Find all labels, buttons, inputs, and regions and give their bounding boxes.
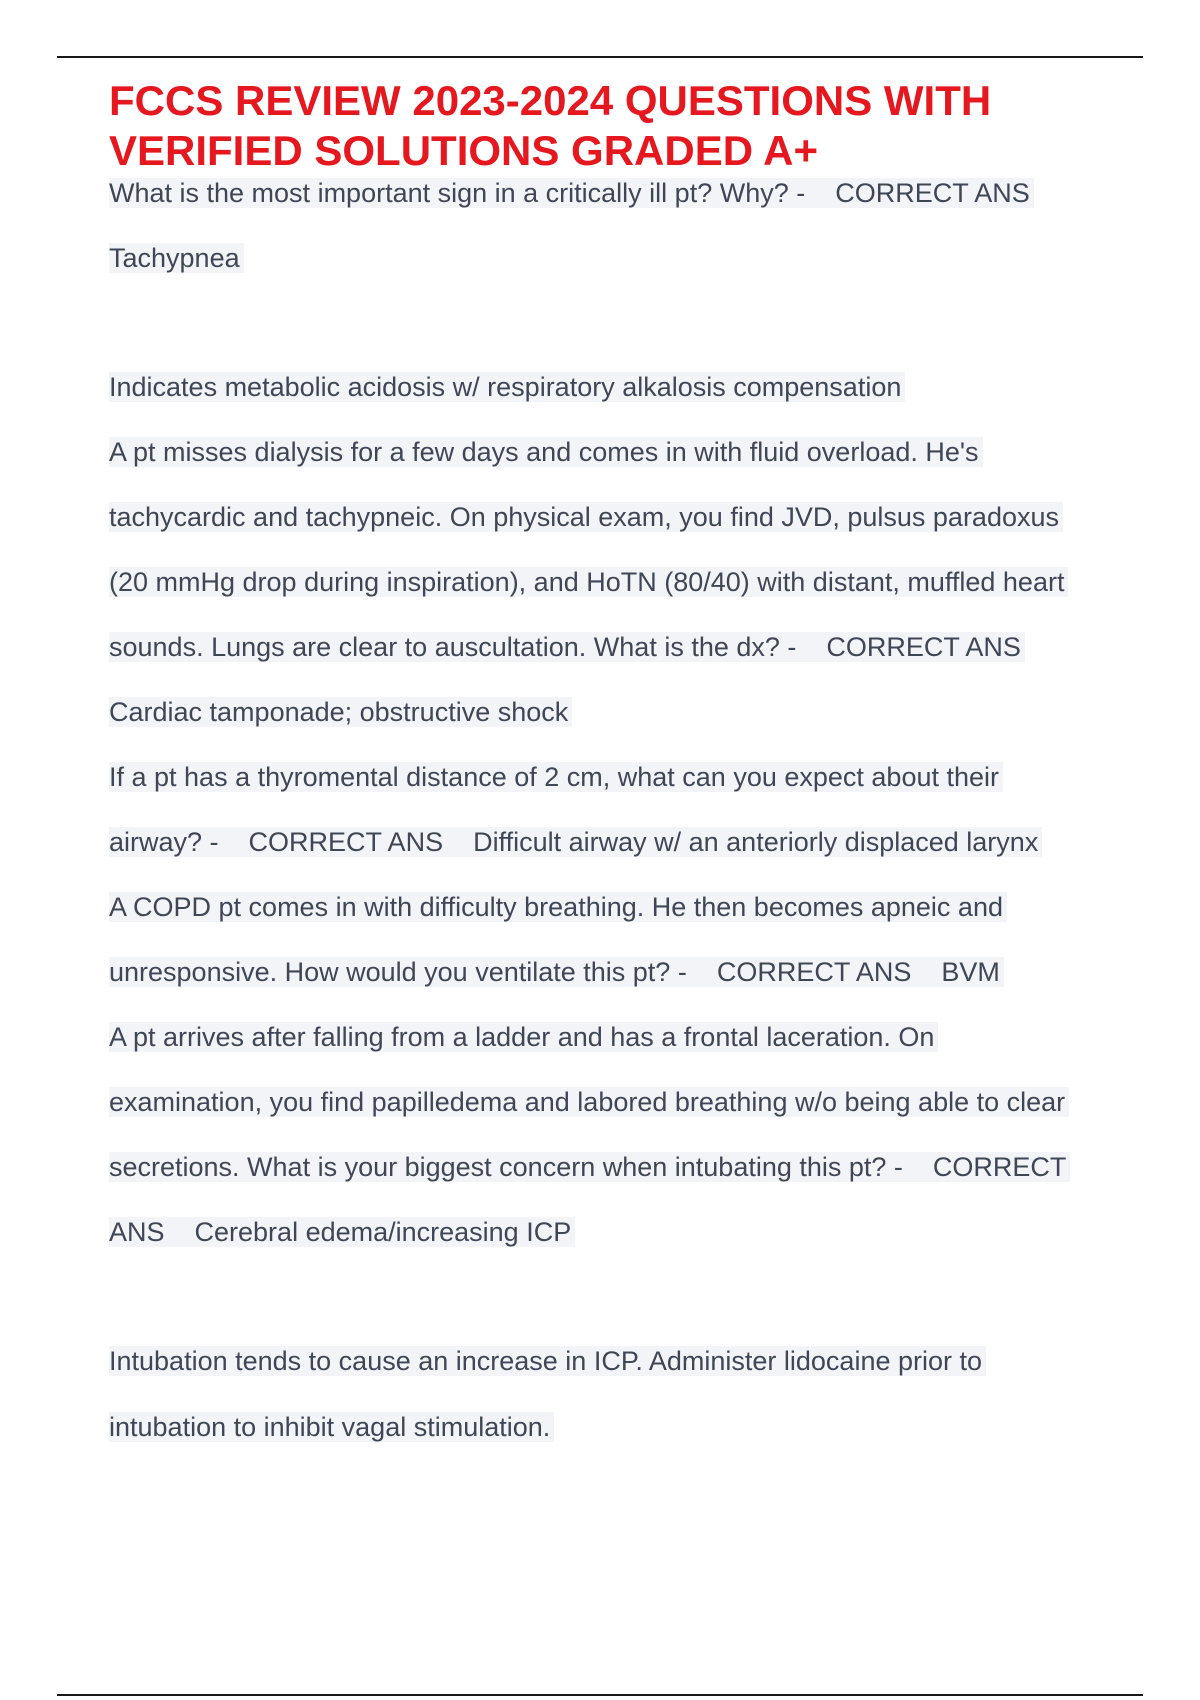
body-line (109, 760, 1003, 794)
line-text: A COPD pt comes in with difficulty breathing. He then becomes apneic and (109, 892, 1007, 922)
line-text: secretions. What is your biggest concern when intubating this pt? - CORRECT (109, 1152, 1070, 1182)
body-line (109, 370, 905, 404)
body-line (109, 1344, 986, 1378)
body-line (109, 955, 1004, 989)
top-rule (57, 56, 1143, 58)
line-text: unresponsive. How would you ventilate this pt? - CORRECT ANS BVM (109, 957, 1004, 987)
body-line (109, 565, 1068, 599)
body-line (109, 176, 1034, 210)
line-text: If a pt has a thyromental distance of 2 cm, what can you expect about their (109, 762, 1003, 792)
line-text: A pt arrives after falling from a ladder and has a frontal laceration. On (109, 1022, 938, 1052)
body-line (109, 1085, 1069, 1119)
line-text: A pt misses dialysis for a few days and comes in with fluid overload. He's (109, 437, 983, 467)
body-line (109, 1150, 1070, 1184)
line-text: ANS Cerebral edema/increasing ICP (109, 1217, 575, 1247)
body-line (109, 241, 244, 275)
line-text: Tachypnea (109, 243, 244, 273)
bottom-rule (57, 1694, 1143, 1696)
body-line (109, 500, 1063, 534)
body-line (109, 1410, 554, 1444)
line-text: (20 mmHg drop during inspiration), and HoTN (80/40) with distant, muffled heart (109, 567, 1068, 597)
body-line (109, 1215, 575, 1249)
line-text: Cardiac tamponade; obstructive shock (109, 697, 572, 727)
body-line (109, 695, 572, 729)
body-line (109, 630, 1025, 664)
line-text: tachycardic and tachypneic. On physical exam, you find JVD, pulsus paradoxus (109, 502, 1063, 532)
line-text: airway? - CORRECT ANS Difficult airway w/ an anteriorly displaced larynx (109, 827, 1042, 857)
line-text: Indicates metabolic acidosis w/ respiratory alkalosis compensation (109, 372, 905, 402)
document-title (109, 76, 1109, 176)
line-text: sounds. Lungs are clear to auscultation. What is the dx? - CORRECT ANS (109, 632, 1025, 662)
line-text: What is the most important sign in a critically ill pt? Why? - CORRECT ANS (109, 178, 1034, 208)
body-line (109, 825, 1042, 859)
line-text: examination, you find papilledema and labored breathing w/o being able to clear (109, 1087, 1069, 1117)
line-text: Intubation tends to cause an increase in ICP. Administer lidocaine prior to (109, 1346, 986, 1376)
title-line-2: VERIFIED SOLUTIONS GRADED A+ (109, 127, 819, 174)
line-text: intubation to inhibit vagal stimulation. (109, 1412, 554, 1442)
title-line-1: FCCS REVIEW 2023-2024 QUESTIONS WITH (109, 77, 992, 124)
body-line (109, 1020, 938, 1054)
body-line (109, 890, 1007, 924)
body-line (109, 435, 983, 469)
